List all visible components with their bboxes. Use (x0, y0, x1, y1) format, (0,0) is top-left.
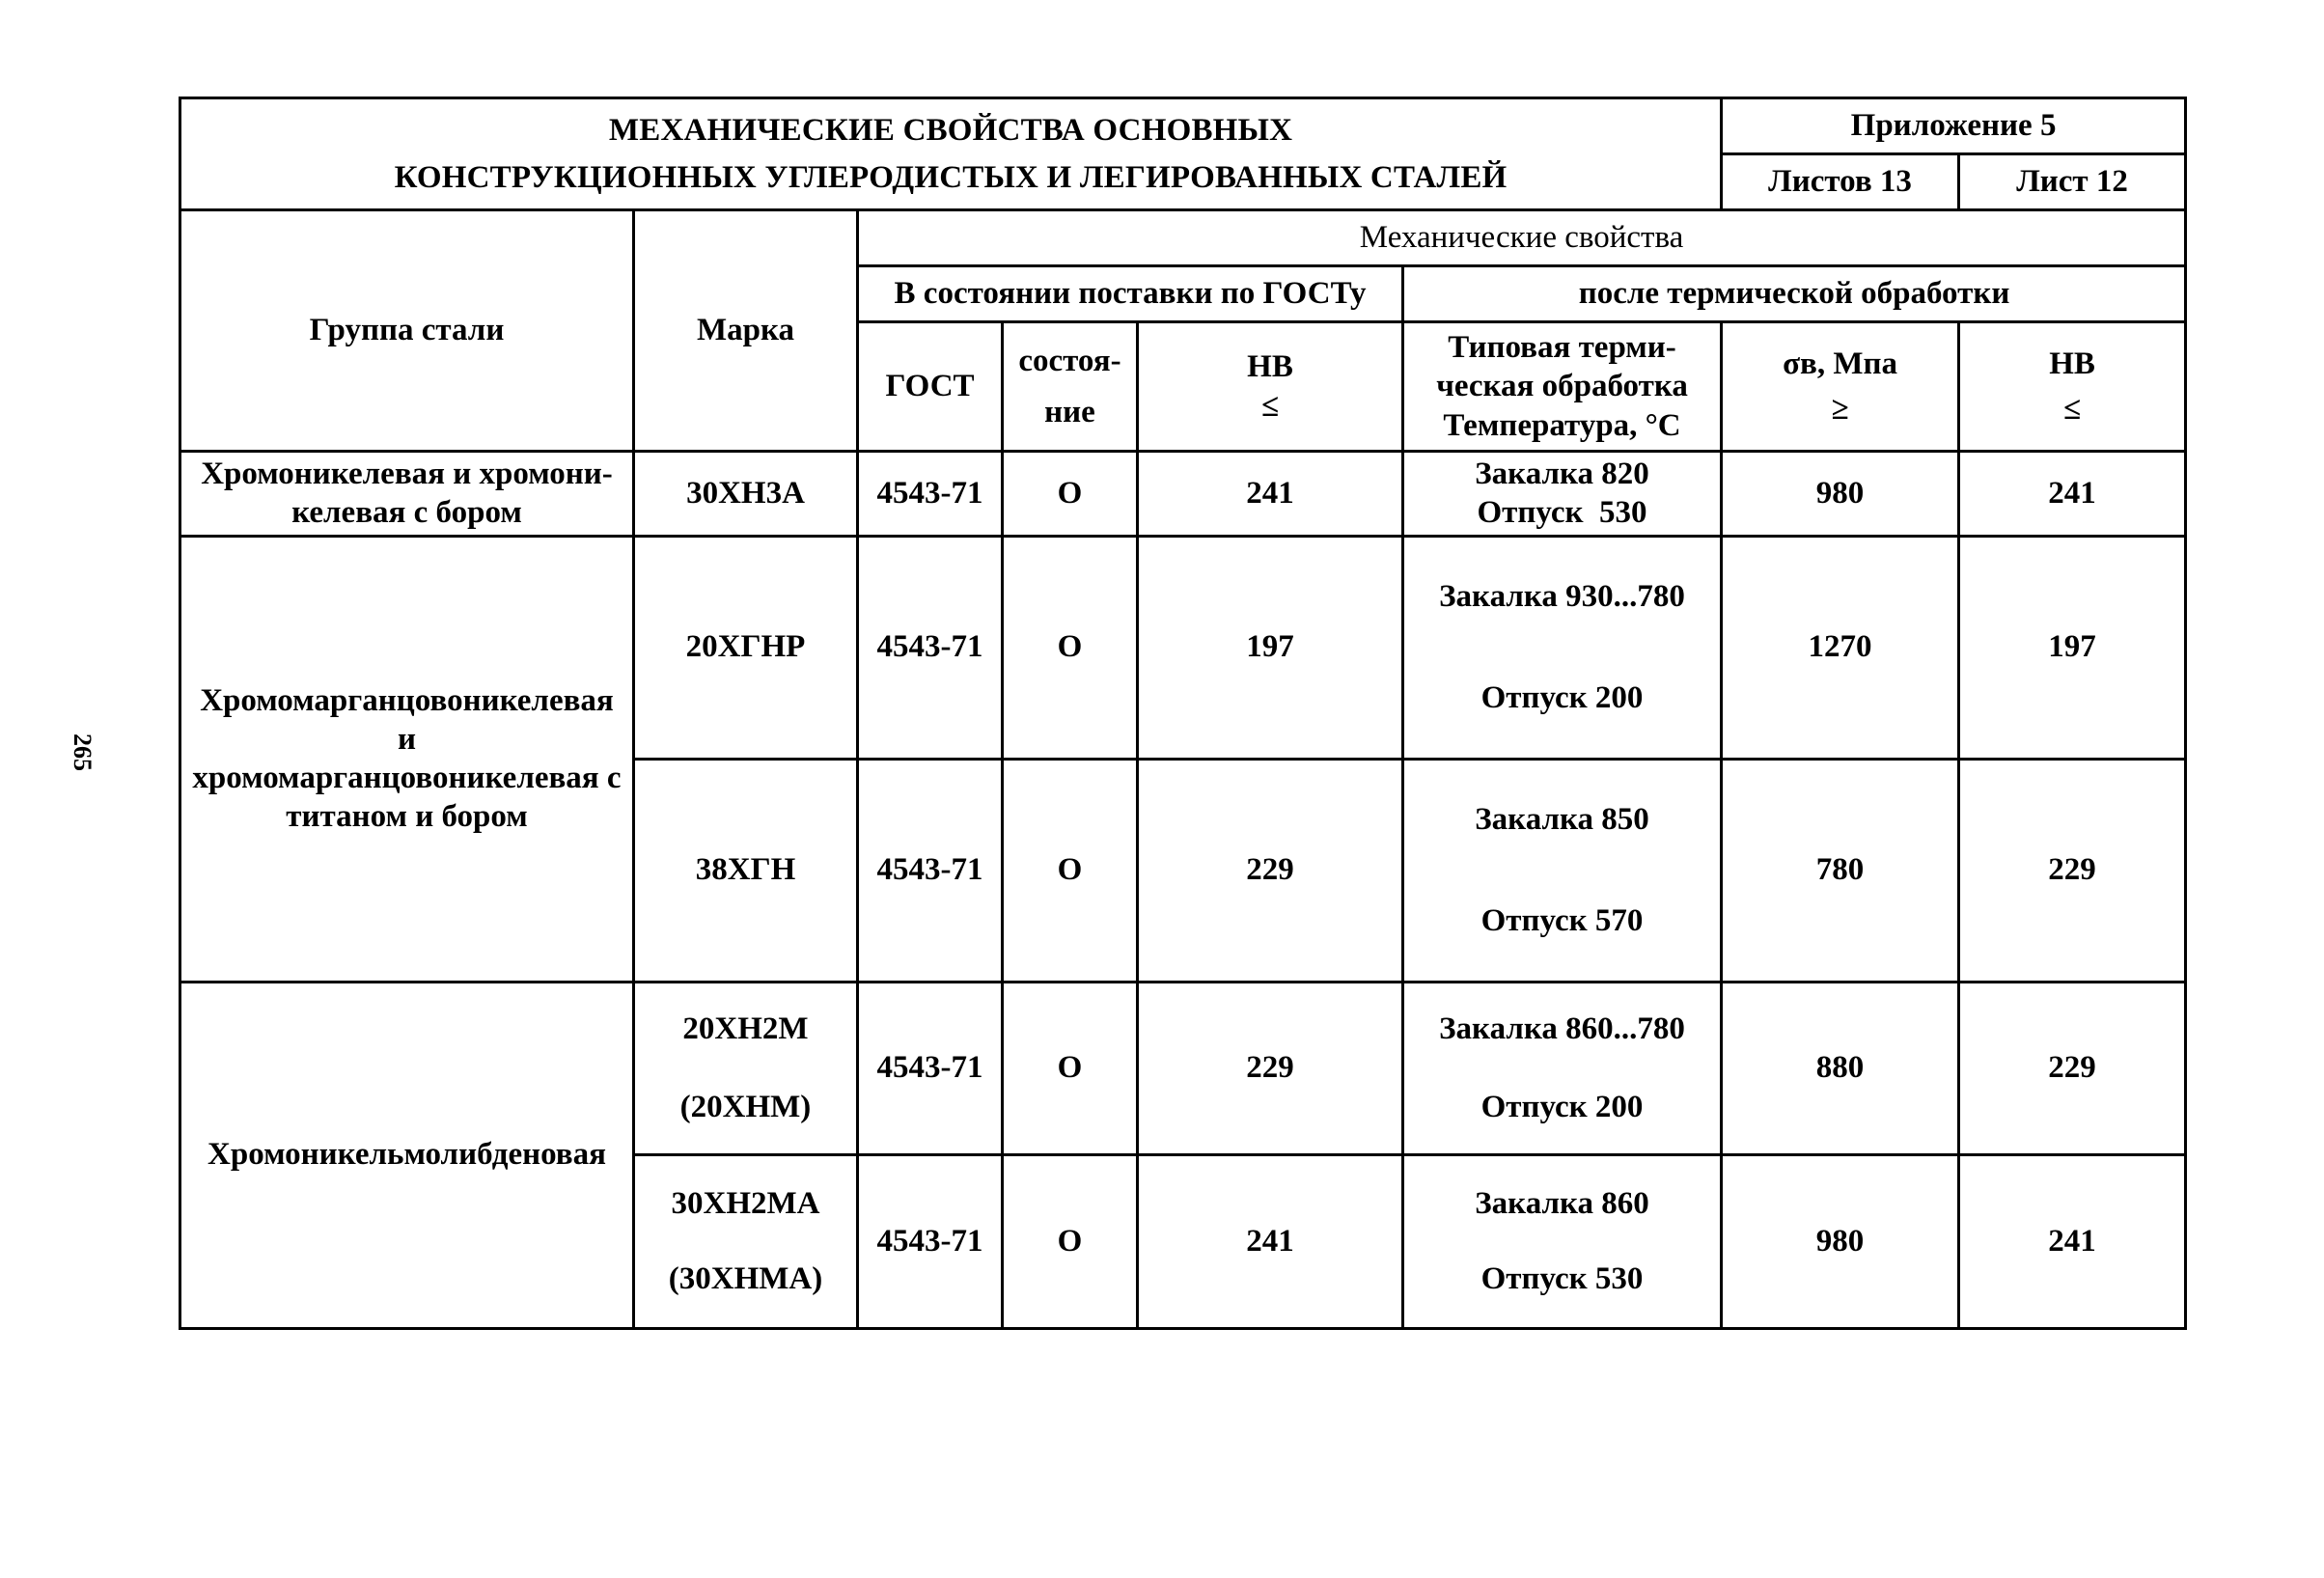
steel-grade (634, 982, 858, 1154)
group-line: келевая с бором (291, 495, 522, 531)
treatment-value (1403, 759, 1722, 982)
treatment-value (1403, 452, 1722, 537)
hb-value: 197 (1138, 536, 1403, 759)
sigma-value: 980 (1722, 1154, 1959, 1328)
treatment-value (1403, 982, 1722, 1154)
sigma-value: 880 (1722, 982, 1959, 1154)
header-group: Группа стали (180, 210, 634, 452)
gost-value: 4543-71 (858, 452, 1003, 537)
header-treatment-line3: Температура, °С (1443, 407, 1681, 443)
header-hb-after (1959, 322, 2186, 452)
header-delivery-state: В состоянии поставки по ГОСТу (858, 266, 1403, 322)
header-hb-sign: ≤ (1260, 388, 1280, 424)
hb-value: 241 (1138, 1154, 1403, 1328)
state-value: О (1003, 452, 1138, 537)
gost-value: 4543-71 (858, 1154, 1003, 1328)
state-value: О (1003, 536, 1138, 759)
quench-text: Закалка 860...780 (1439, 1011, 1685, 1047)
header-treatment (1403, 322, 1722, 452)
grade-alt: (20ХНМ) (679, 1089, 812, 1124)
header-mech-properties: Механические свойства (858, 210, 2186, 266)
quench-text: Закалка 850 (1475, 802, 1649, 838)
appendix-label: Приложение 5 (1722, 98, 2186, 154)
group-line: Хромоникелевая и хромони- (201, 457, 613, 491)
title-line-1: МЕХАНИЧЕСКИЕ СВОЙСТВА ОСНОВНЫХ (608, 113, 1293, 149)
header-hb-label: HB (1247, 349, 1293, 385)
group-line: хромомарганцовоникелевая с (192, 761, 622, 795)
group-line: Хромомарганцовоникелевая и (200, 682, 614, 757)
document-title (180, 98, 1722, 210)
sigma-value: 1270 (1722, 536, 1959, 759)
state-value: О (1003, 759, 1138, 982)
steel-group (180, 536, 634, 982)
sheets-total: Листов 13 (1722, 154, 1959, 210)
header-sigma (1722, 322, 1959, 452)
header-treatment-line2: ческая обработка (1436, 369, 1688, 404)
group-line: титаном и бором (286, 799, 528, 835)
gost-value: 4543-71 (858, 982, 1003, 1154)
header-state (1003, 322, 1138, 452)
steel-grade (634, 1154, 858, 1328)
hb2-value: 241 (1959, 452, 2186, 537)
steel-group: Хромоникельмолибденовая (180, 982, 634, 1328)
table-row (180, 452, 2186, 537)
hb-value: 229 (1138, 982, 1403, 1154)
treatment-value (1403, 1154, 1722, 1328)
steel-grade: 30ХН3А (634, 452, 858, 537)
gost-value: 4543-71 (858, 759, 1003, 982)
hb2-value: 229 (1959, 759, 2186, 982)
state-value: О (1003, 1154, 1138, 1328)
quench-text: Закалка 930...780 (1439, 579, 1685, 615)
state-value: О (1003, 982, 1138, 1154)
table-row (180, 536, 2186, 759)
header-grade: Марка (634, 210, 858, 452)
temper-text: Отпуск 570 (1480, 902, 1644, 938)
header-hb2-label: HB (2049, 346, 2095, 382)
sheet-number: Лист 12 (1959, 154, 2186, 210)
header-state-line2: ние (1044, 394, 1095, 429)
hb2-value: 197 (1959, 536, 2186, 759)
page-number: 265 (69, 734, 97, 771)
temper-text: Отпуск 200 (1480, 679, 1644, 715)
grade-primary: 30ХН2МА (671, 1185, 820, 1221)
hb2-value: 241 (1959, 1154, 2186, 1328)
temper-text: Отпуск 530 (1480, 1261, 1644, 1296)
grade-primary: 20ХН2М (682, 1011, 809, 1047)
gost-value: 4543-71 (858, 536, 1003, 759)
steel-grade: 38ХГН (634, 759, 858, 982)
temper-text: Отпуск 530 (1477, 495, 1647, 531)
title-line-2: КОНСТРУКЦИОННЫХ УГЛЕРОДИСТЫХ И ЛЕГИРОВАННЫХ СТАЛЕЙ (394, 159, 1508, 195)
grade-alt: (30ХНМА) (668, 1261, 823, 1296)
quench-text: Закалка 820 (1475, 457, 1649, 491)
table-row (180, 982, 2186, 1154)
properties-table (179, 97, 2187, 1330)
treatment-value (1403, 536, 1722, 759)
header-sigma-label: σв, Мпа (1783, 346, 1898, 382)
hb-value: 229 (1138, 759, 1403, 982)
header-gost: ГОСТ (858, 322, 1003, 452)
sigma-value: 780 (1722, 759, 1959, 982)
steel-grade: 20ХГНР (634, 536, 858, 759)
temper-text: Отпуск 200 (1480, 1089, 1644, 1124)
hb2-value: 229 (1959, 982, 2186, 1154)
hb-value: 241 (1138, 452, 1403, 537)
header-hb2-sign: ≤ (2062, 391, 2082, 427)
header-hb-delivery (1138, 322, 1403, 452)
sigma-value: 980 (1722, 452, 1959, 537)
header-state-line1: состоя- (1018, 344, 1121, 379)
steel-group (180, 452, 634, 537)
quench-text: Закалка 860 (1475, 1185, 1649, 1221)
header-treatment-line1: Типовая терми- (1448, 330, 1676, 366)
header-after-heat-treatment: после термической обработки (1403, 266, 2186, 322)
header-sigma-sign: ≥ (1831, 391, 1849, 427)
